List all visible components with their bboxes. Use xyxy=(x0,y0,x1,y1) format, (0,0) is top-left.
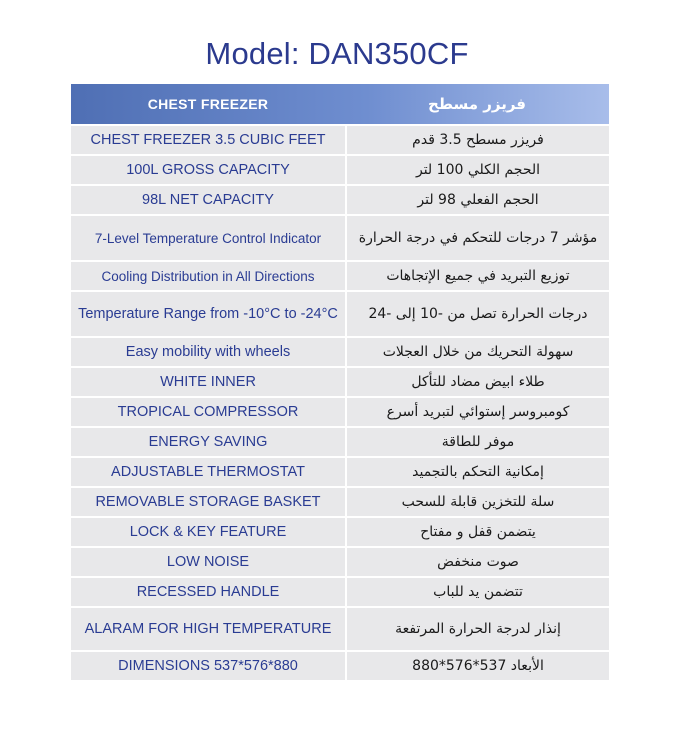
table-row xyxy=(71,578,609,606)
header-english: CHEST FREEZER xyxy=(147,96,269,112)
spec-arabic: الحجم الفعلي 98 لتر xyxy=(347,186,609,214)
table-row xyxy=(71,518,609,546)
table-row xyxy=(71,428,609,456)
spec-arabic: تتضمن يد للباب xyxy=(347,578,609,606)
spec-english: CHEST FREEZER 3.5 CUBIC FEET xyxy=(71,126,345,154)
spec-arabic: توزيع التبريد في جميع الإتجاهات xyxy=(347,262,609,290)
spec-arabic: سهولة التحريك من خلال العجلات xyxy=(347,338,609,366)
spec-arabic: سلة للتخزين قابلة للسحب xyxy=(347,488,609,516)
spec-arabic: إمكانية التحكم بالتجميد xyxy=(347,458,609,486)
spec-english: Temperature Range from -10°C to -24°C xyxy=(71,292,345,336)
spec-arabic: مؤشر 7 درجات للتحكم في درجة الحرارة xyxy=(347,216,609,260)
table-row xyxy=(71,292,609,336)
spec-english: 7-Level Temperature Control Indicator xyxy=(71,216,345,260)
spec-english: ENERGY SAVING xyxy=(71,428,345,456)
page-title: Model: DAN350CF xyxy=(205,36,469,71)
spec-arabic: درجات الحرارة تصل من -10 إلى -24 xyxy=(347,292,609,336)
spec-english: Easy mobility with wheels xyxy=(71,338,345,366)
spec-english: Cooling Distribution in All Directions xyxy=(71,262,345,290)
spec-english: 98L NET CAPACITY xyxy=(71,186,345,214)
spec-english: WHITE INNER xyxy=(71,368,345,396)
spec-english: 100L GROSS CAPACITY xyxy=(71,156,345,184)
spec-english: DIMENSIONS 537*576*880 xyxy=(71,652,345,680)
table-row xyxy=(71,126,609,154)
spec-table xyxy=(71,84,609,682)
spec-arabic: يتضمن قفل و مفتاح xyxy=(347,518,609,546)
spec-arabic: صوت منخفض xyxy=(347,548,609,576)
table-row xyxy=(71,458,609,486)
table-row xyxy=(71,548,609,576)
table-row xyxy=(71,488,609,516)
spec-english: ALARAM FOR HIGH TEMPERATURE xyxy=(71,608,345,650)
header-arabic: فريزر مسطح xyxy=(428,95,526,113)
table-row xyxy=(71,368,609,396)
spec-arabic: موفر للطاقة xyxy=(347,428,609,456)
table-row xyxy=(71,608,609,650)
spec-arabic: إنذار لدرجة الحرارة المرتفعة xyxy=(347,608,609,650)
spec-english: RECESSED HANDLE xyxy=(71,578,345,606)
table-row xyxy=(71,216,609,260)
spec-arabic: فريزر مسطح 3.5 قدم xyxy=(347,126,609,154)
table-row xyxy=(71,338,609,366)
table-row xyxy=(71,186,609,214)
spec-english: LOCK & KEY FEATURE xyxy=(71,518,345,546)
table-row xyxy=(71,652,609,680)
spec-english: ADJUSTABLE THERMOSTAT xyxy=(71,458,345,486)
table-row xyxy=(71,156,609,184)
spec-english: TROPICAL COMPRESSOR xyxy=(71,398,345,426)
spec-arabic: الأبعاد 537*576*880 xyxy=(347,652,609,680)
spec-arabic: الحجم الكلي 100 لتر xyxy=(347,156,609,184)
spec-arabic: كومبروسر إستوائي لتبريد أسرع xyxy=(347,398,609,426)
table-row xyxy=(71,398,609,426)
table-row xyxy=(71,262,609,290)
spec-english: REMOVABLE STORAGE BASKET xyxy=(71,488,345,516)
table-header xyxy=(71,84,609,124)
spec-english: LOW NOISE xyxy=(71,548,345,576)
spec-arabic: طلاء ابيض مضاد للتأكل xyxy=(347,368,609,396)
